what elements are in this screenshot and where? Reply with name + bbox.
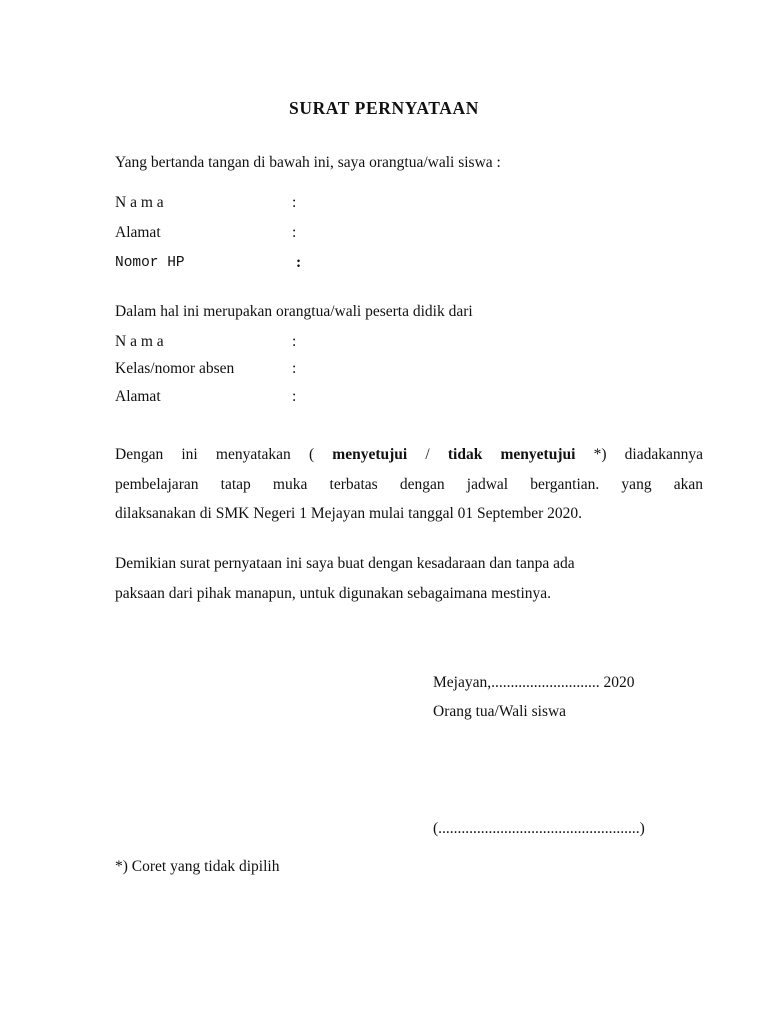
statement-paragraph [115, 440, 703, 529]
place-date: Mejayan,............................ 2020 [433, 674, 635, 691]
closing-paragraph [115, 549, 655, 608]
student-address-label: Alamat [115, 388, 161, 405]
option-disagree: tidak menyetujui [447, 446, 576, 463]
closing-line-1: Demikian surat pernyataan ini saya buat dengan kesadaraan dan tanpa ada [115, 555, 575, 572]
statement-continuation: *) diadakannya [593, 446, 704, 463]
closing-line-2: paksaan dari pihak manapun, untuk digunakan sebagaimana mestinya. [115, 584, 552, 602]
parent-name-label: N a m a [115, 194, 164, 211]
parent-address-colon: : [292, 224, 297, 241]
parent-address-label: Alamat [115, 224, 161, 241]
student-name-label: N a m a [115, 333, 164, 350]
statement-opening: Dengan ini menyatakan ( [115, 446, 315, 463]
student-class-label: Kelas/nomor absen [115, 360, 235, 377]
parent-name-colon: : [292, 194, 297, 211]
parent-phone-label: Nomor HP [115, 255, 185, 271]
student-intro-text: Dalam hal ini merupakan orangtua/wali peserta didik dari [115, 303, 473, 320]
option-separator: / [425, 446, 430, 463]
signer-role: Orang tua/Wali siswa [433, 703, 567, 720]
student-address-colon: : [292, 388, 297, 405]
signer-name-line: (....................................................) [433, 820, 645, 837]
parent-phone-colon: : [296, 254, 302, 271]
statement-line-1 [115, 440, 703, 470]
option-agree: menyetujui [332, 446, 408, 463]
document-title: SURAT PERNYATAAN [289, 98, 479, 118]
student-name-colon: : [292, 333, 297, 350]
student-class-colon: : [292, 360, 297, 377]
footnote: *) Coret yang tidak dipilih [115, 858, 280, 875]
intro-text: Yang bertanda tangan di bawah ini, saya orangtua/wali siswa : [115, 154, 501, 171]
statement-line-3: dilaksanakan di SMK Negeri 1 Mejayan mulai tanggal 01 September 2020. [115, 505, 583, 522]
statement-line-2: pembelajaran tatap muka terbatas dengan jadwal bergantian. yang akan [115, 475, 703, 493]
